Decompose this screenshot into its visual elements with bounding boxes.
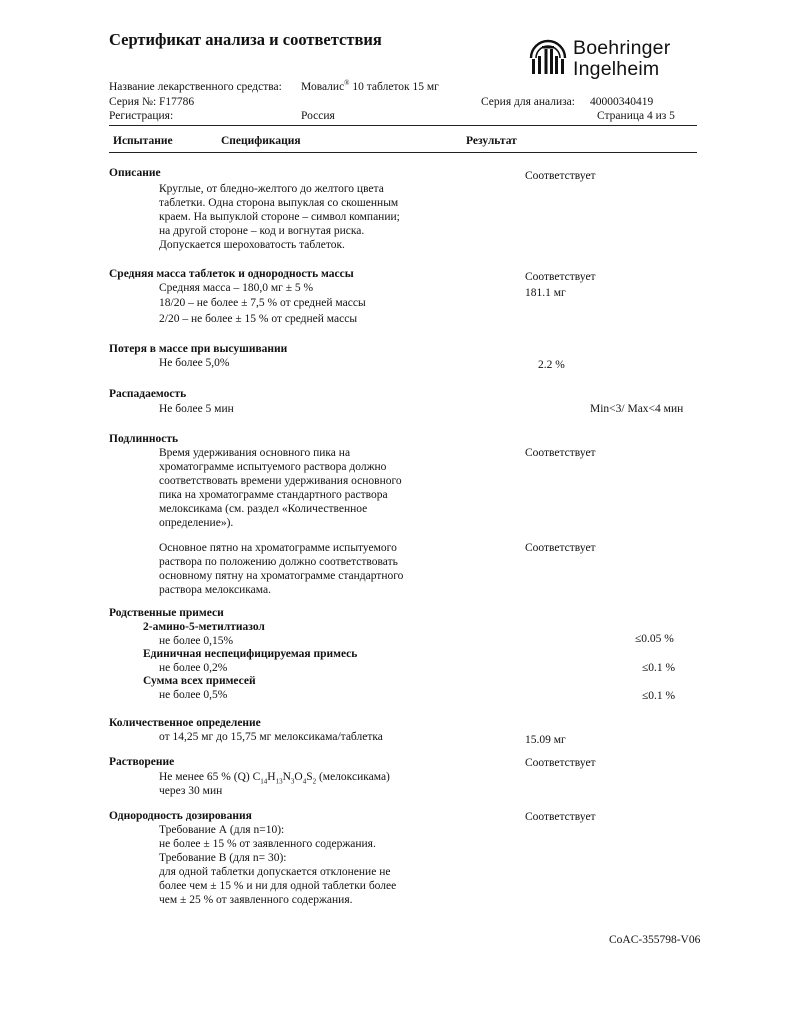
document-code: CoAC-355798-V06 (609, 934, 701, 946)
mass-result-2: 181.1 мг (525, 287, 566, 299)
logo-line2: Ingelheim (573, 58, 660, 80)
drying-result: 2.2 % (538, 359, 565, 371)
section-dissolution-title: Растворение (109, 756, 175, 768)
drug-name-label: Название лекарственного средства: (109, 81, 282, 93)
impurity-1-name: 2-амино-5-метилтиазол (143, 621, 265, 633)
uniformity-line: чем ± 25 % от заявленного содержания. (159, 894, 353, 906)
analysis-series-value: 40000340419 (590, 96, 654, 108)
identity-para2-line: основному пятну на хроматограмме стандартного (159, 570, 404, 582)
description-line: Круглые, от бледно-желтого до желтого цвета (159, 183, 384, 195)
boehringer-logo-icon (527, 38, 569, 78)
impurity-2-spec: не более 0,2% (159, 662, 228, 674)
identity-para-line: пика на хроматограмме стандартного раствора (159, 489, 388, 501)
impurity-3-result: ≤0.1 % (642, 690, 676, 702)
uniformity-line: для одной таблетки допускается отклонение не (159, 866, 391, 878)
mass-line-3: 2/20 – не более ± 15 % от средней массы (159, 313, 358, 325)
assay-result: 15.09 мг (525, 734, 566, 746)
dissolution-spec-line: Не менее 65 % (Q) $C_{14}H_{13}N_3O_4S_2$ (мелоксикама) (159, 771, 390, 786)
series-value: F17786 (159, 96, 195, 108)
description-line: Допускается шероховатость таблеток. (159, 239, 345, 251)
identity-para2-line: раствора мелоксикама. (159, 584, 271, 596)
column-test: Испытание (113, 135, 173, 147)
header-top-rule (109, 125, 697, 126)
column-spec: Спецификация (221, 135, 301, 147)
uniformity-line: более чем ± 15 % и ни для одной таблетки более (159, 880, 397, 892)
header-bottom-rule (109, 152, 697, 153)
uniformity-line: Требование А (для n=10): (159, 824, 285, 836)
section-uniformity-title: Однородность дозирования (109, 810, 252, 822)
mass-line-2: 18/20 – не более ± 7,5 % от средней массы (159, 297, 366, 309)
uniformity-result: Соответствует (525, 811, 596, 823)
mass-result-1: Соответствует (525, 271, 596, 283)
mass-line-1: Средняя масса – 180,0 мг ± 5 % (159, 282, 314, 294)
identity-para-line: соответствовать времени удерживания основного (159, 475, 402, 487)
impurity-2-result: ≤0.1 % (642, 662, 676, 674)
assay-spec: от 14,25 мг до 15,75 мг мелоксикама/таблетка (159, 731, 383, 743)
impurity-3-name: Сумма всех примесей (143, 675, 256, 687)
disintegration-spec: Не более 5 мин (159, 403, 234, 415)
description-line: таблетки. Одна сторона выпуклая со скошенным (159, 197, 399, 209)
identity-para-line: мелоксикама (см. раздел «Количественное (159, 503, 368, 515)
page-number: Страница 4 из 5 (597, 110, 675, 122)
description-line: на другой стороне – код и вогнутая риска. (159, 225, 365, 237)
dissolution-result: Соответствует (525, 757, 596, 769)
series-label: Серия №: (109, 96, 157, 108)
registration-label: Регистрация: (109, 110, 174, 122)
identity-para2-line: Основное пятно на хроматограмме испытуемого (159, 542, 397, 554)
section-assay-title: Количественное определение (109, 717, 261, 729)
uniformity-line: не более ± 15 % от заявленного содержания. (159, 838, 376, 850)
document-title: Сертификат анализа и соответствия (109, 30, 382, 49)
impurity-2-name: Единичная неспецифицируемая примесь (143, 648, 358, 660)
section-drying-title: Потеря в массе при высушивании (109, 343, 288, 355)
disintegration-result: Min<3/ Max<4 мин (590, 403, 684, 415)
identity-para2-line: раствора по положению должно соответствовать (159, 556, 398, 568)
drying-spec: Не более 5,0% (159, 357, 230, 369)
identity-result-2: Соответствует (525, 542, 596, 554)
description-result: Соответствует (525, 170, 596, 182)
impurity-1-spec: не более 0,15% (159, 635, 234, 647)
section-description-title: Описание (109, 167, 161, 179)
uniformity-line: Требование В (для n= 30): (159, 852, 287, 864)
section-mass-title: Средняя масса таблеток и однородность массы (109, 268, 354, 280)
impurity-1-result: ≤0.05 % (635, 633, 674, 645)
impurity-3-spec: не более 0,5% (159, 689, 228, 701)
logo-line1: Boehringer (573, 37, 671, 59)
section-disintegration-title: Распадаемость (109, 388, 187, 400)
identity-para-line: хроматограмме испытуемого раствора должно (159, 461, 387, 473)
analysis-series-label: Серия для анализа: (481, 96, 575, 108)
identity-result-1: Соответствует (525, 447, 596, 459)
section-impurities-title: Родственные примеси (109, 607, 224, 619)
dissolution-time: через 30 мин (159, 785, 223, 797)
description-line: краем. На выпуклой стороне – символ компании; (159, 211, 400, 223)
identity-para-line: определение»). (159, 517, 234, 529)
identity-para-line: Время удерживания основного пика на (159, 447, 351, 459)
section-identity-title: Подлинность (109, 433, 179, 445)
column-result: Результат (466, 135, 517, 147)
drug-name-value: Мовалис® 10 таблеток 15 мг (301, 79, 439, 93)
registration-value: Россия (301, 110, 335, 122)
